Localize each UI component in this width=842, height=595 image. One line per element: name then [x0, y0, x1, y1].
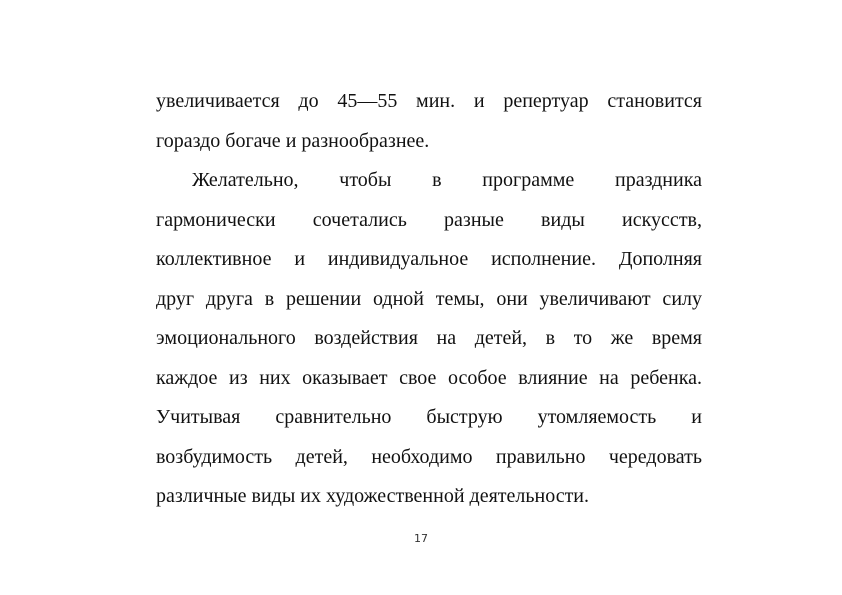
text-line: каждое из них оказывает свое особое влияние на ребенка.	[156, 366, 702, 389]
body-text	[156, 82, 702, 517]
text-line: гармонически сочетались разные виды искусств,	[156, 208, 702, 231]
text-line: друг друга в решении одной темы, они увеличивают силу	[156, 287, 702, 310]
text-line: Учитывая сравнительно быструю утомляемость и	[156, 406, 702, 428]
text-line: коллективное и индивидуальное исполнение. Дополняя	[156, 248, 702, 270]
text-line: возбудимость детей, необходимо правильно чередовать	[156, 445, 702, 468]
text-line: гораздо богаче и разнообразнее.	[156, 129, 430, 152]
text-line: Желательно, чтобы в программе праздника	[192, 169, 702, 191]
text-line: эмоционального воздействия на детей, в то же время	[156, 327, 702, 349]
text-line: различные виды их художественной деятельности.	[156, 485, 590, 507]
page-number: 17	[414, 532, 428, 545]
text-line: увеличивается до 45—55 мин. и репертуар становится	[156, 90, 702, 112]
